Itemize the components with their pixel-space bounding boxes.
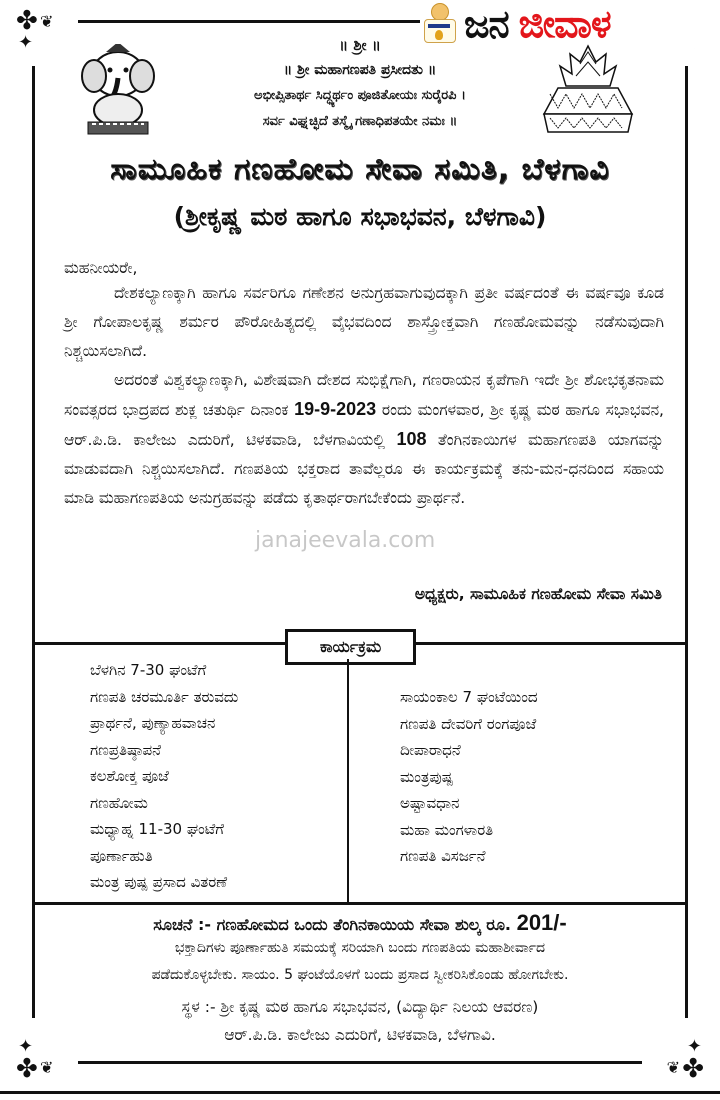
program-item: ಗಣಪತಿ ದೇವರಿಗೆ ರಂಗಪೂಜೆ [400,714,537,733]
notice-fee [0,910,720,936]
floral-corner-icon: ✤ ❦ ✦ [16,6,54,53]
program-item: ಕಲಶೋಕ್ತ ಪೂಜೆ [90,767,169,785]
notice-line-2: ಭಕ್ತಾದಿಗಳು ಪೂರ್ಣಾಹುತಿ ಸಮಯಕ್ಕೆ ಸರಿಯಾಗಿ ಬಂದು ಗಣಪತಿಯ ಮಹಾಶೀರ್ವಾದ [174,940,546,956]
border-bottom [78,1061,642,1064]
ganapati-invocation: ॥ ಶ್ರೀ ಮಹಾಗಣಪತಿ ಪ್ರಸೀದತು ॥ [283,62,437,78]
program-item: ಮಂತ್ರ ಪುಷ್ಪ ಪ್ರಸಾದ ವಿತರಣೆ [90,873,228,891]
logo-word-jeevala: ಜೀವಾಳ [518,1,611,46]
watermark-text: janajeevala.com [255,528,436,553]
page-subtitle: (ಶ್ರೀಕೃಷ್ಣ ಮಠ ಹಾಗೂ ಸಭಾಭವನ, ಬೆಳಗಾವಿ) [173,202,547,231]
program-evening-list [400,684,538,870]
page-title: ಸಾಮೂಹಿಕ ಗಣಹೋಮ ಸೇವಾ ಸಮಿತಿ, ಬೆಳಗಾವಿ [110,152,610,187]
paragraph-2 [64,366,664,513]
venue-line-2: ಆರ್.ಪಿ.ಡಿ. ಕಾಲೇಜು ಎದುರಿಗೆ, ಟಿಳಕವಾಡಿ, ಬೆಳಗಾವಿ. [224,1026,496,1044]
program-item: ಪ್ರಾರ್ಥನೆ, ಪುಣ್ಯಾಹವಾಚನ [90,714,216,732]
program-item: ಪೂರ್ಣಾಹುತಿ [90,846,153,865]
page-bottom-rule [0,1091,720,1094]
program-morning-list [90,657,238,896]
program-item: ಮಂತ್ರಪುಷ್ಪ [400,767,454,786]
floral-corner-icon: ✤ ❦ ✦ [666,1036,704,1084]
program-item: ದೀಪಾರಾಧನೆ [400,741,461,759]
shri-invocation: ॥ ಶ್ರೀ ॥ [339,36,381,54]
notice-line-3: ಪಡೆದುಕೊಳ್ಳಬೇಕು. ಸಾಯಂ. 5 ಘಂಟೆಯೊಳಗೆ ಬಂದು ಪ್ರಸಾದ ಸ್ವೀಕರಿಸಿಕೊಂಡು ಹೋಗಬೇಕು. [151,967,569,983]
venue-line-1: ಸ್ಥಳ :- ಶ್ರೀ ಕೃಷ್ಣ ಮಠ ಹಾಗೂ ಸಭಾಭವನ, (ವಿದ್ಯಾರ್ಥಿ ನಿಲಯ ಆವರಣ) [181,998,539,1016]
program-item: ಗಣಪತಿ ಚರಮೂರ್ತಿ ತರುವದು [90,687,239,706]
greeting: ಮಹನೀಯರೇ, [64,259,138,277]
paragraph-2-part-c: ತೆಂಗಿನಕಾಯಿಗಳ ಮಹಾಗಣಪತಿ ಯಾಗವನ್ನು ಮಾಡುವದಾಗಿ ನಿಶ್ಚಯಿಸಲಾಗಿದೆ. ಗಣಪತಿಯ ಭಕ್ತರಾದ ತಾವೆಲ್ಲರೂ ಈ ಕಾರ್ಯಕ್ರಮಕ್ಕೆ ತನು-ಮನ-ಧನದಿಂದ ಸಹಾಯ ಮಾಡಿ ಮಹಾಗಣಪತಿಯ ಅನುಗ್ರಹವನ್ನು ಪಡೆದು ಕೃತಾರ್ಥರಾಗಬೇಕೆಂದು ಪ್ರಾರ್ಥನೆ. [64,431,664,507]
program-item: ಮಧ್ಯಾಹ್ನ 11-30 ಘಂಟೆಗೆ [90,820,224,838]
program-item: ಗಣಹೋಮ [90,793,148,812]
program-item: ಬೆಳಗಿನ 7-30 ಘಂಟೆಗೆ [90,661,207,679]
program-heading: ಕಾರ್ಯಕ್ರಮ [285,629,416,665]
program-bottom-rule [34,902,686,905]
floral-corner-icon: ✤ ❦ ✦ [16,1036,54,1084]
signature: ಅಧ್ಯಕ್ಷರು, ಸಾಮೂಹಿಕ ಗಣಹೋಮ ಸೇವಾ ಸಮಿತಿ [414,585,662,603]
program-item: ಸಾಯಂಕಾಲ 7 ಘಂಟೆಯಿಂದ [400,688,538,706]
program-item: ಗಣಪ್ರತಿಷ್ಠಾಪನೆ [90,740,162,759]
paragraph-2-part-a: ಅದರಂತೆ ವಿಶ್ವಕಲ್ಯಾಣಕ್ಕಾಗಿ, ವಿಶೇಷವಾಗಿ ದೇಶದ ಸುಭಿಕ್ಷೆಗಾಗಿ, ಗಣರಾಯನ ಕೃಪೆಗಾಗಿ ಇದೇ ಶ್ರೀ ಶೋಭಕೃತನಾಮ ಸಂವತ್ಸರದ ಭಾದ್ರಪದ ಶುಕ್ಲ ಚತುರ್ಥಿ ದಿನಾಂಕ [64,371,664,419]
program-column-divider [347,659,349,902]
shloka-line-1: ಅಭೀಪ್ಸಿತಾರ್ಥ ಸಿದ್ಧ್ಯರ್ಥಂ ಪೂಜಿತೋಯಃ ಸುರೈರಪಿ । [254,88,466,103]
paragraph-1: ದೇಶಕಲ್ಯಾಣಕ್ಕಾಗಿ ಹಾಗೂ ಸರ್ವರಿಗೂ ಗಣೇಶನ ಅನುಗ್ರಹವಾಗುವುದಕ್ಕಾಗಿ ಪ್ರತೀ ವರ್ಷದಂತೆ ಈ ವರ್ಷವೂ ಕೂಡ ಶ್ರೀ ಗೋಪಾಲಕೃಷ್ಣ ಶರ್ಮರ ಪೌರೋಹಿತ್ಯದಲ್ಲಿ ವೈಭವದಿಂದ ಶಾಸ್ತ್ರೋಕ್ತವಾಗಿ ಗಣಹೋಮವನ್ನು ನಡೆಸುವುದಾಗಿ ನಿಶ್ಚಯಿಸಲಾಗಿದೆ. [64,284,664,360]
program-item: ಅಷ್ಟಾವಧಾನ [400,794,460,812]
logo-word-jana: ಜನ [464,1,509,46]
notice-label: ಸೂಚನೆ :- ಗಣಹೋಮದ ಒಂದು ತೆಂಗಿನಕಾಯಿಯ ಸೇವಾ ಶುಲ್ಕ ರೂ. [153,915,517,934]
program-item: ಮಹಾ ಮಂಗಳಾರತಿ [400,820,494,839]
paragraph-2-part-b: ರಂದು ಮಂಗಳವಾರ, ಶ್ರೀ ಕೃಷ್ಣ ಮಠ ಹಾಗೂ ಸಭಾಭವನ, ಆರ್.ಪಿ.ಡಿ. ಕಾಲೇಜು ಎದುರಿಗೆ, ಟಿಳಕವಾಡಿ, ಬೆಳಗಾವಿಯಲ್ಲಿ [64,401,664,449]
fee-amount: 201/- [516,910,567,935]
program-item: ಗಣಪತಿ ವಿಸರ್ಜನೆ [400,847,486,865]
coconut-count: 108 [396,429,427,449]
event-date: 19-9-2023 [294,399,377,419]
shloka-line-2: ಸರ್ವ ವಿಘ್ನಚ್ಛಿದೆ ತಸ್ಮೈ ಗಣಾಧಿಪತಯೇ ನಮಃ ॥ [262,114,458,129]
